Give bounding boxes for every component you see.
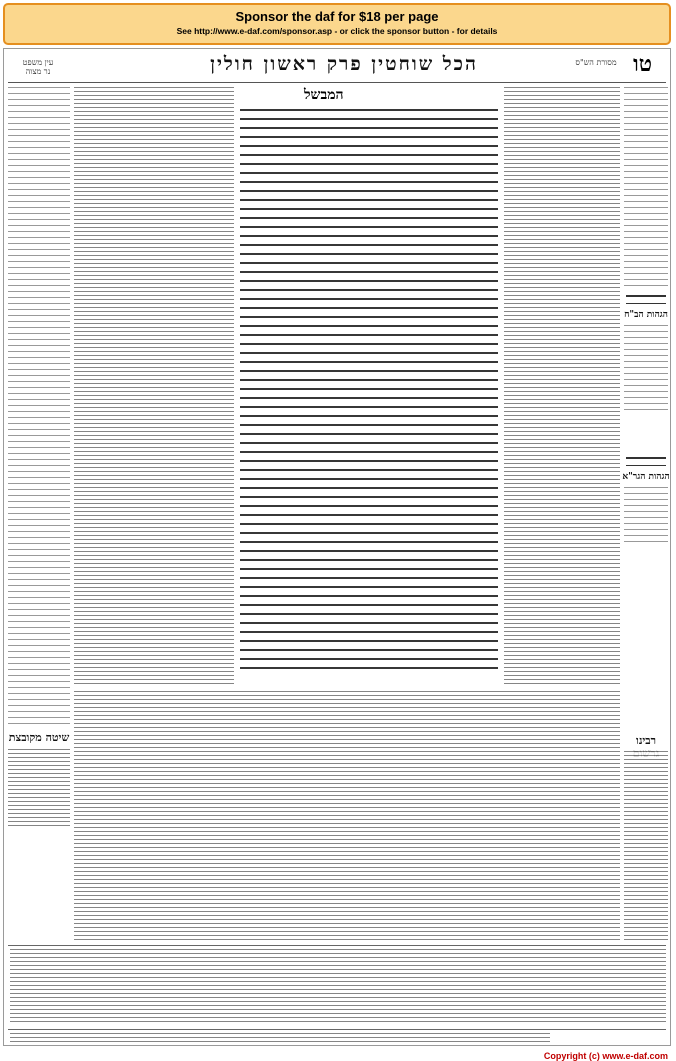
ein-mishpat-label: עין משפט נר מצוה	[22, 58, 54, 76]
ornament-divider	[626, 295, 666, 304]
ein-mishpat-column	[8, 87, 70, 727]
talmud-page	[3, 48, 671, 1046]
hagahot-habach-label: הגהות הב"ח	[622, 309, 670, 320]
masoret-hashas-column	[624, 87, 668, 287]
copyright-link[interactable]: Copyright (c) www.e-daf.com	[543, 1051, 668, 1061]
masoret-hashas-label: מסורת הש"ס	[575, 58, 617, 67]
gemara-opening-word: המבשל	[304, 87, 344, 103]
page-header	[4, 49, 670, 83]
tosafot-column	[74, 87, 234, 685]
hagahot-hagra-label: הגהות הגר"א	[622, 472, 670, 482]
lower-commentary-band	[74, 691, 620, 941]
footer-divider	[8, 1029, 666, 1030]
bottom-notes	[10, 949, 666, 1025]
page-number: טו	[633, 51, 652, 77]
rabbeinu-gershom-text	[624, 751, 668, 941]
shita-mekubetzet-label: שיטה מקובצת	[8, 731, 70, 744]
hagahot-hagra-text	[624, 487, 668, 547]
gemara-text	[240, 109, 498, 669]
rabbeinu-gershom-label: רבינו	[622, 734, 670, 760]
sponsor-subtitle: See http://www.e-daf.com/sponsor.asp - or click the sponsor button - for details	[176, 26, 498, 36]
sponsor-banner[interactable]	[3, 3, 671, 45]
sponsor-title: Sponsor the daf for $18 per page	[235, 9, 439, 24]
rashi-column	[504, 87, 620, 685]
shita-mekubetzet-text	[8, 749, 70, 829]
footer-divider	[8, 945, 666, 946]
chapter-title: הכל שוחטין פרק ראשון חולין	[210, 53, 478, 75]
header-divider	[8, 82, 666, 83]
hagahot-habach-text	[624, 325, 668, 415]
footnote-line	[10, 1033, 550, 1043]
ornament-divider	[626, 457, 666, 466]
